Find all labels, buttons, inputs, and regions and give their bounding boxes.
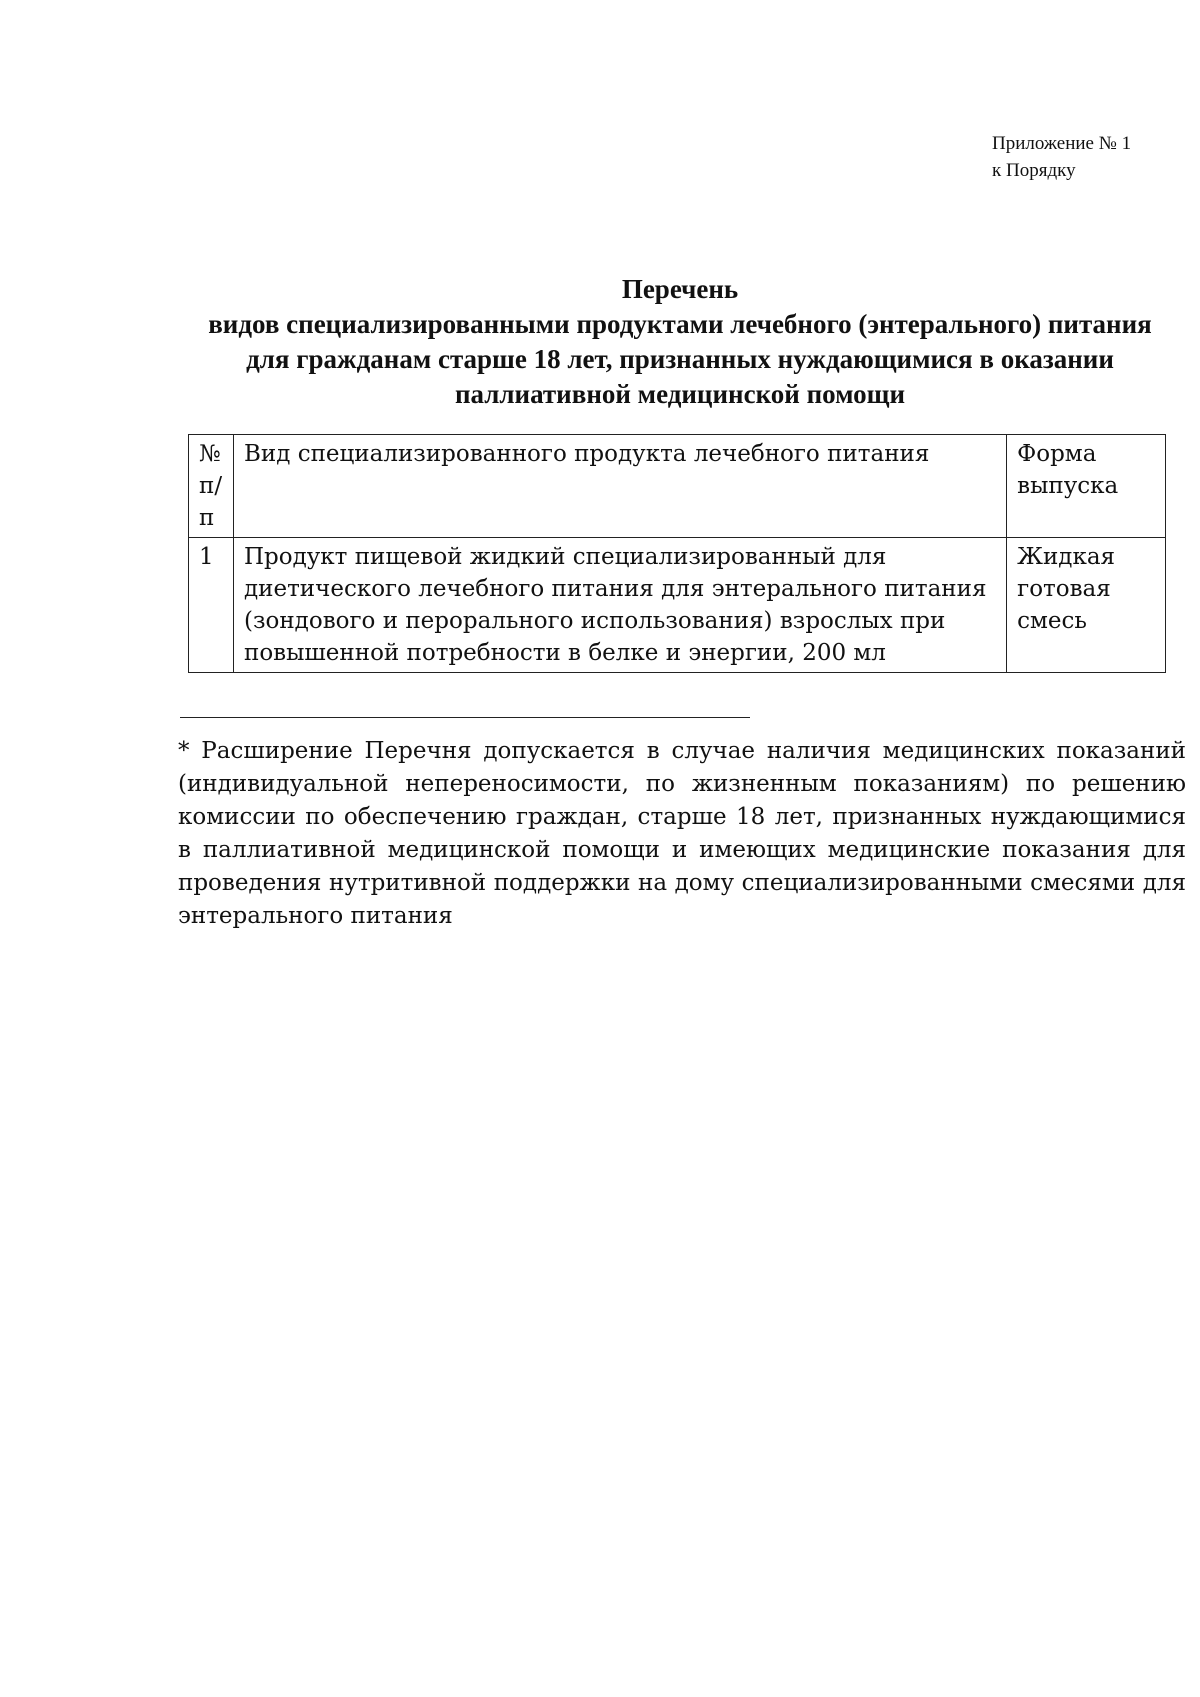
header-form [1007, 435, 1166, 538]
footnote: * Расширение Перечня допускается в случае наличия медицинских показаний (индивидуальной непереносимости, по жизненным показаниям) по решению комиссии по обеспечению граждан, старше 18 лет, признанных нуждающимися в паллиативной медицинской помощи и имеющих медицинские показания для проведения нутритивной поддержки на дому специализированными смесями для энтерального питания [178, 738, 1186, 929]
appendix-note [992, 130, 1192, 184]
title-line-1: Перечень [621, 274, 739, 304]
header-number-label: № п/ п [199, 441, 223, 531]
product-table [188, 434, 1166, 673]
table-header-row [189, 435, 1166, 538]
row-form-value: Жидкая готовая смесь [1017, 544, 1116, 634]
table-row [189, 538, 1166, 673]
row-form [1007, 538, 1166, 673]
document-title [170, 272, 1190, 412]
appendix-number: Приложение № 1 [992, 133, 1132, 154]
header-number [189, 435, 234, 538]
title-line-3: для гражданам старше 18 лет, признанных нуждающимися в оказании [246, 344, 1114, 374]
title-line-4: паллиативной медицинской помощи [454, 379, 906, 409]
header-form-label: Форма выпуска [1017, 441, 1119, 499]
header-kind-label: Вид специализированного продукта лечебного питания [243, 441, 930, 467]
header-kind [233, 435, 1006, 538]
row-kind-value: Продукт пищевой жидкий специализированный для диетического лечебного питания для энтерального питания (зондового и перорального использования) взрослых при повышенной потребности в белке и энергии, 200 мл [243, 544, 987, 666]
row-number [189, 538, 234, 673]
title-line-2: видов специализированными продуктами лечебного (энтерального) питания [208, 309, 1152, 339]
row-number-value: 1 [199, 544, 214, 570]
footnote-divider [180, 717, 750, 718]
row-kind [233, 538, 1006, 673]
appendix-reference: к Порядку [992, 160, 1076, 181]
